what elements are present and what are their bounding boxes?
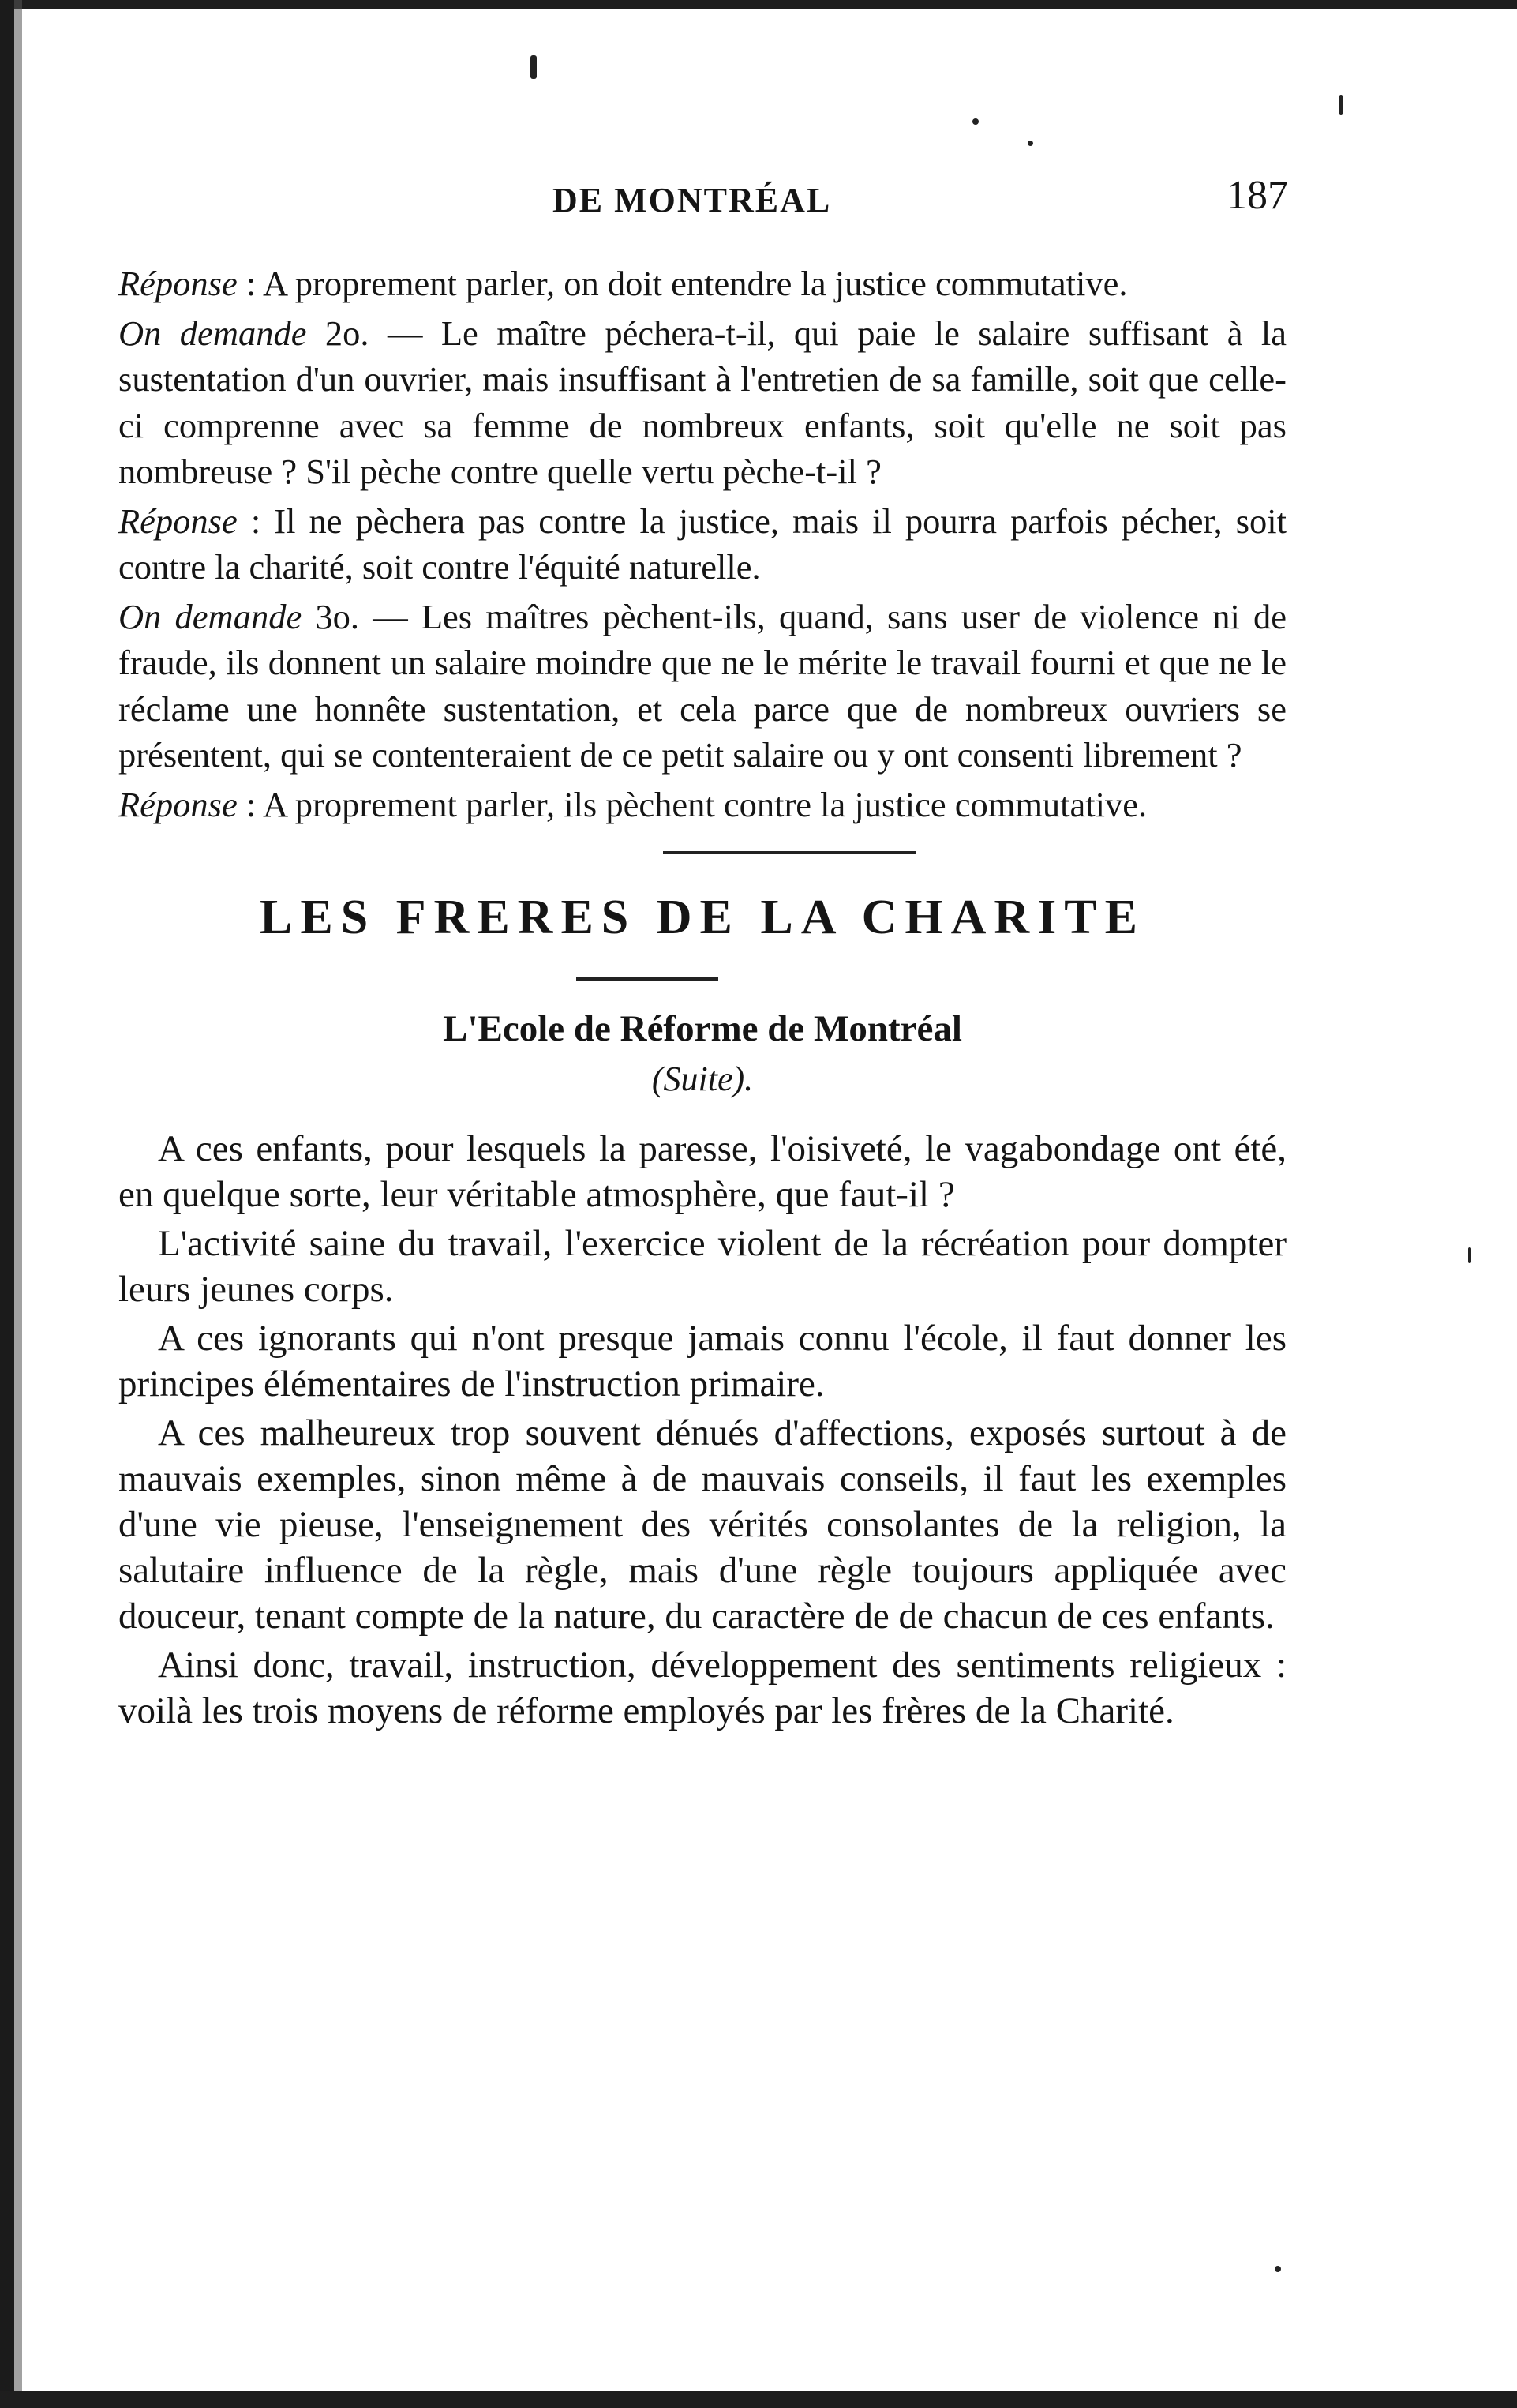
qa-text: Il ne pèchera pas contre la justice, mais il pourra parfois pécher, soit contre la charité, soit contre l'équité naturelle. [118,501,1287,587]
scan-speck [530,55,537,79]
qa-label: Réponse [118,784,238,824]
page-binding-shadow [14,0,22,2408]
running-head: DE MONTRÉAL [552,181,832,219]
qa-reponse-1: Réponse : A proprement parler, on doit entendre la justice commutative. [118,264,1128,303]
qa-reponse-3: Réponse : A proprement parler, ils pèchent contre la justice commutative. [118,784,1148,824]
article-subtitle: L'Ecole de Réforme de Montréal [443,1008,962,1049]
qa-label: On demande [118,313,307,353]
section-title: LES FRERES DE LA CHARITE [259,891,1146,944]
qa-label: Réponse [118,264,238,303]
paragraph: L'activité saine du travail, l'exercice violent de la récréation pour dompter leurs jeunes corps. [118,1223,1287,1310]
continuation-note: (Suite). [651,1060,754,1098]
scan-speck [972,118,979,125]
qa-reponse-2: Réponse : Il ne pèchera pas contre la justice, mais il pourra parfois pécher, soit contre la charité, soit contre l'équité naturelle. [118,501,1287,587]
section-divider [663,851,916,854]
scan-speck [1028,141,1033,146]
paragraph: A ces ignorants qui n'ont presque jamais connu l'école, il faut donner les principes élémentaires de l'instruction primaire. [118,1318,1287,1405]
paragraph: A ces enfants, pour lesquels la paresse, l'oisiveté, le vagabondage ont été, en quelque sorte, leur véritable atmosphère, que faut-il ? [118,1128,1287,1215]
qa-text: 3o. — Les maîtres pèchent-ils, quand, sans user de violence ni de fraude, ils donnent un salaire moindre que ne le mérite le travail fourni et que ne le réclame une honnête sustentation, et cela parce que de nombreux ouvriers se présentent, qui se contenteraient de ce petit salaire ou y ont consenti librement ? [118,596,1287,775]
title-divider [576,977,718,981]
qa-text: A proprement parler, on doit entendre la justice commutative. [262,264,1128,303]
article-body [118,1126,1287,1734]
qa-text: A proprement parler, ils pèchent contre la justice commutative. [262,784,1148,824]
page-bottom-border [0,2391,1517,2408]
qa-label: Réponse [118,501,238,541]
paragraph: A ces malheureux trop souvent dénués d'affections, exposés surtout à de mauvais exemples, sinon même à de mauvais conseils, il faut les exemples d'une vie pieuse, l'enseignement des vérités consolantes de la religion, la salutaire influence de la règle, mais d'une règle toujours appliquée avec douceur, tenant compte de la nature, du caractère de de chacun de ces enfants. [118,1412,1287,1637]
page-top-border [0,0,1517,9]
qa-label: On demande [118,596,302,636]
page-number: 187 [1227,173,1288,218]
main-text-column [118,261,1287,1737]
qa-question-2 [118,310,1287,495]
scan-speck [1339,95,1343,115]
paragraph: Ainsi donc, travail, instruction, développement des sentiments religieux : voilà les trois moyens de réforme employés par les frères de la Charité. [118,1645,1287,1731]
qa-question-3 [118,594,1287,778]
scan-speck [1468,1247,1471,1263]
page-binding-edge [0,0,14,2408]
qa-text: 2o. — Le maître péchera-t-il, qui paie le salaire suffisant à la sustentation d'un ouvrier, mais insuffisant à l'entretien de sa famille, soit que celle-ci comprenne avec sa femme de nombreux enfants, soit qu'elle ne soit pas nombreuse ? S'il pèche contre quelle vertu pèche-t-il ? [118,313,1287,491]
scan-speck [1275,2266,1281,2272]
